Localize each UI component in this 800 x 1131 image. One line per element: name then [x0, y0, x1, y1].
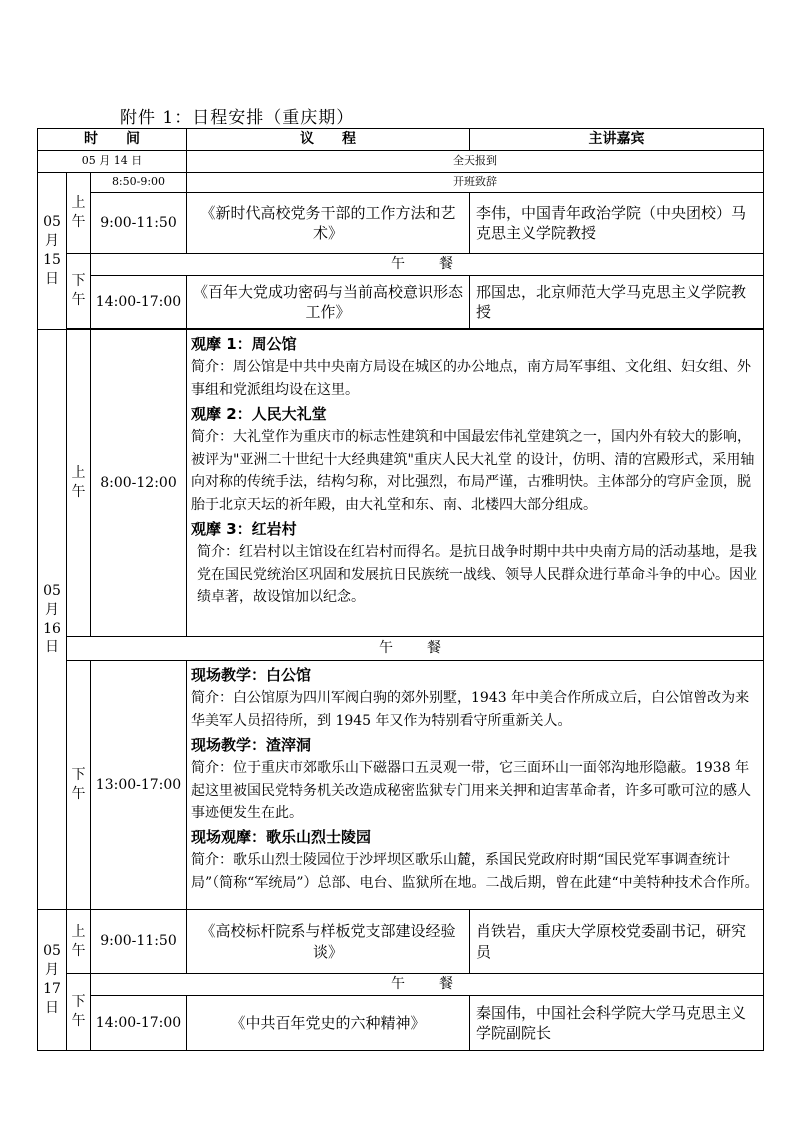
- time-cell: 9:00-11:50: [91, 910, 187, 974]
- topic-cell: 《百年大党成功密码与当前高校意识形态工作》: [187, 276, 470, 329]
- topic-cell: 《高校标杆院系与样板党支部建设经验谈》: [187, 910, 470, 974]
- table-row: [38, 193, 764, 254]
- visit-text: 简介：位于重庆市郊歌乐山下磁器口五灵观一带，它三面环山一面邻沟地形隐蔽。1938 年起这里被国民党特务机关改造成秘密监狱专门用来关押和迫害革命者，许多可歌可泣的感人事迹便发生在此。: [191, 759, 751, 822]
- period-cell: 下 午: [67, 974, 91, 1051]
- schedule-table: [37, 128, 764, 1051]
- header-agenda: 议 程: [187, 129, 470, 151]
- speaker-cell: 秦国伟，中国社会科学院大学马克思主义学院副院长: [470, 996, 764, 1051]
- visit-text: 简介：周公馆是中共中央南方局设在城区的办公地点，南方局军事组、文化组、妇女组、外事组和党派组均设在这里。: [191, 359, 751, 398]
- visit-heading: 现场观摩：歌乐山烈士陵园: [191, 827, 372, 846]
- period-cell: 上 午: [67, 330, 91, 637]
- visit-text: 简介：红岩村以主馆设在红岩村而得名。是抗日战争时期中共中央南方局的活动基地，是我党在国民党统治区巩固和发展抗日民族统一战线、领导人民群众进行革命斗争的中心。因业绩卓著，故设馆加以纪念。: [197, 543, 757, 606]
- header-speaker: 主讲嘉宾: [470, 129, 764, 151]
- visit-heading: 现场教学：白公馆: [191, 666, 312, 684]
- time-cell: 9:00-11:50: [91, 193, 187, 254]
- visit-heading: 现场教学：渣滓洞: [191, 735, 312, 754]
- table-row: [38, 996, 764, 1051]
- period-cell: 上 午: [67, 173, 91, 254]
- visit-block-am: [187, 330, 764, 637]
- lunch-cell: 午 餐: [91, 974, 764, 996]
- page-title: 附件 1：日程安排（重庆期）: [120, 108, 355, 128]
- table-row: [38, 661, 764, 910]
- table-row: [38, 276, 764, 329]
- visit-text: 简介：白公馆原为四川军阀白驹的郊外别墅，1943 年中美合作所成立后，白公馆曾改为来华美军人员招待所，到 1945 年又作为特别看守所重新关人。: [191, 690, 750, 729]
- visit-heading: 观摩 3：红岩村: [191, 519, 297, 538]
- time-cell: 13:00-17:00: [91, 661, 187, 910]
- speaker-cell: 肖铁岩，重庆大学原校党委副书记，研究员: [470, 910, 764, 974]
- speaker-cell: 李伟，中国青年政治学院（中央团校）马克思主义学院教授: [470, 193, 764, 254]
- table-row: [38, 151, 764, 173]
- header-time: 时 间: [38, 129, 187, 151]
- topic-cell: 《中共百年党史的六种精神》: [187, 996, 470, 1051]
- table-row: [38, 637, 764, 661]
- time-cell: 8:00-12:00: [91, 330, 187, 637]
- date-cell: 05 月 14 日: [38, 151, 187, 173]
- table-row: [38, 254, 764, 276]
- time-cell: 14:00-17:00: [91, 996, 187, 1051]
- lunch-cell: 午 餐: [91, 254, 764, 276]
- header-row: [38, 129, 764, 151]
- visit-text: 简介：大礼堂作为重庆市的标志性建筑和中国最宏伟礼堂建筑之一，国内外有较大的影响，被评为"亚洲二十世纪十大经典建筑"重庆人民大礼堂 的设计，仿明、清的宫殿形式，采用轴向对称的传统手法，结构匀称，对比强烈，布局严谨，古雅明快。主体部分的穹庐金顶，脱胎于北京天坛的祈年殿，由大礼堂和东、南、北楼四大部分组成。: [191, 428, 755, 513]
- date-cell: 05 月 17 日: [38, 910, 67, 1051]
- time-cell: 14:00-17:00: [91, 276, 187, 329]
- date-cell: 05 月 15 日: [38, 173, 67, 330]
- time-cell: 8:50-9:00: [91, 173, 187, 193]
- opening-cell: 开班致辞: [187, 173, 764, 193]
- table-row: [38, 910, 764, 974]
- visit-block-pm: [187, 661, 764, 910]
- lunch-cell: 午 餐: [67, 637, 764, 661]
- visit-heading: 观摩 1：周公馆: [191, 335, 297, 353]
- speaker-cell: 邢国忠，北京师范大学马克思主义学院教授: [470, 276, 764, 329]
- visit-text: 简介：歌乐山烈士陵园位于沙坪坝区歌乐山麓，系国民党政府时期“国民党军事调查统计局”（简称“军统局”）总部、电台、监狱所在地。二战后期，曾在此建“中美特种技术合作所。: [191, 852, 759, 891]
- date-cell: 05 月 16 日: [38, 330, 67, 910]
- period-cell: 下 午: [67, 254, 91, 329]
- period-cell: 下 午: [67, 661, 91, 910]
- table-row: [38, 974, 764, 996]
- table-row: [38, 173, 764, 193]
- period-cell: 上 午: [67, 910, 91, 974]
- table-row: [38, 330, 764, 637]
- topic-cell: 《新时代高校党务干部的工作方法和艺术》: [187, 193, 470, 254]
- registration-cell: 全天报到: [187, 151, 764, 173]
- visit-heading: 观摩 2：人民大礼堂: [191, 404, 327, 423]
